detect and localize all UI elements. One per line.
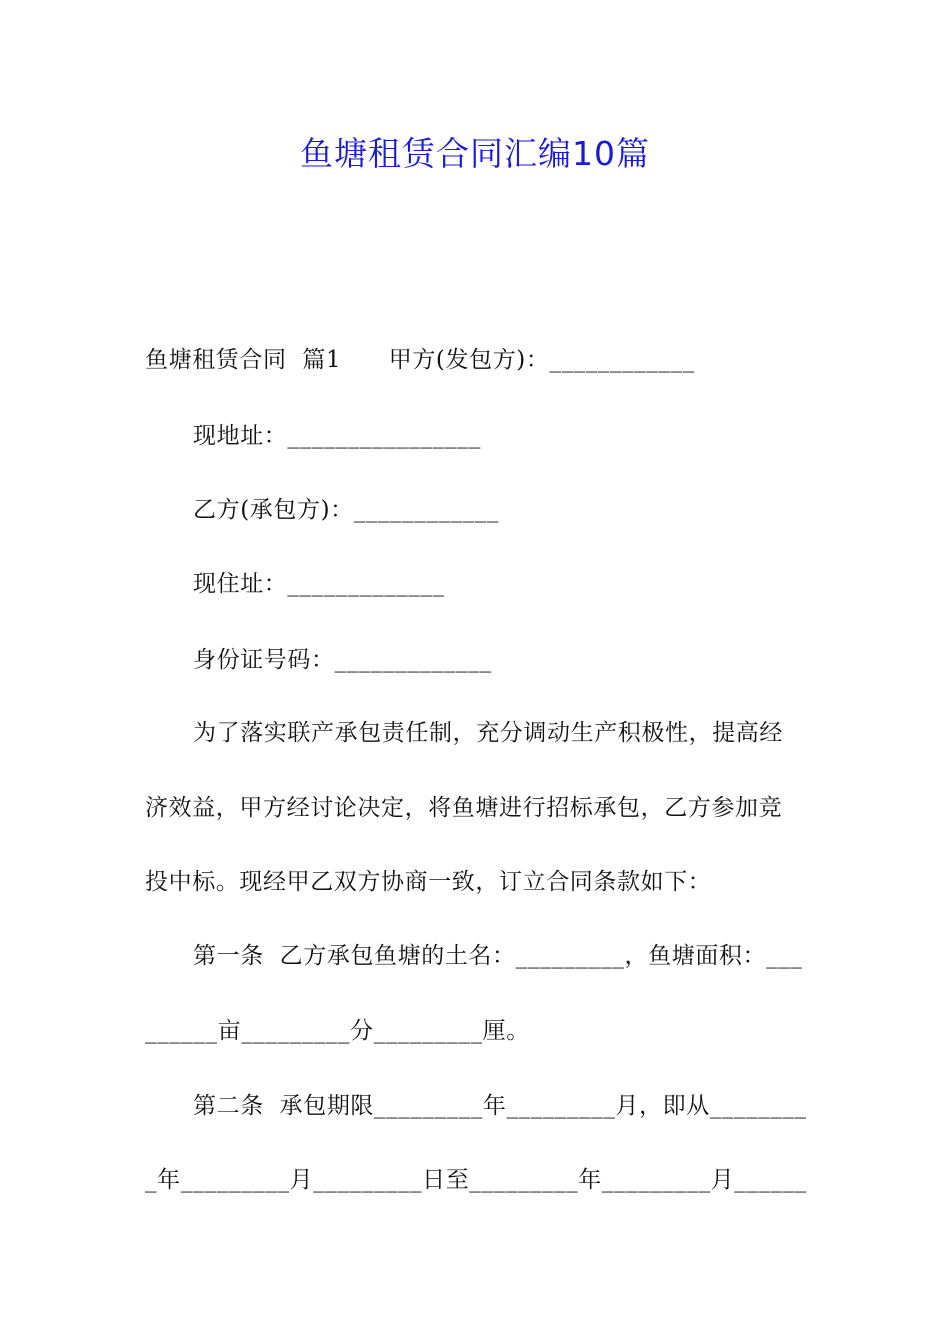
intro-paragraph-line-2: 济效益，甲方经讨论决定，将鱼塘进行招标承包，乙方参加竞 bbox=[145, 795, 783, 821]
document-title: 鱼塘租赁合同汇编10篇 bbox=[300, 134, 650, 173]
article-1-line-2: ______亩_________分_________厘。 bbox=[145, 1018, 530, 1044]
party-a-line: 鱼塘租赁合同 篇1 甲方(发包方)：____________ bbox=[145, 347, 695, 373]
party-b-line: 乙方(承包方)：____________ bbox=[193, 497, 499, 523]
article-2-line-2: _年_________月_________日至_________年_________月______ bbox=[145, 1167, 807, 1193]
intro-paragraph-line-3: 投中标。现经甲乙双方协商一致，订立合同条款如下： bbox=[145, 869, 712, 895]
article-2-line-1: 第二条 承包期限_________年_________月，即从________ bbox=[193, 1093, 807, 1119]
party-a-address-line: 现地址：________________ bbox=[193, 423, 481, 449]
id-number-line: 身份证号码：_____________ bbox=[193, 647, 492, 673]
party-b-residence-line: 现住址：_____________ bbox=[193, 571, 445, 597]
article-1-line-1: 第一条 乙方承包鱼塘的土名：_________，鱼塘面积：___ bbox=[193, 943, 803, 969]
intro-paragraph-line-1: 为了落实联产承包责任制，充分调动生产积极性，提高经 bbox=[193, 720, 783, 746]
